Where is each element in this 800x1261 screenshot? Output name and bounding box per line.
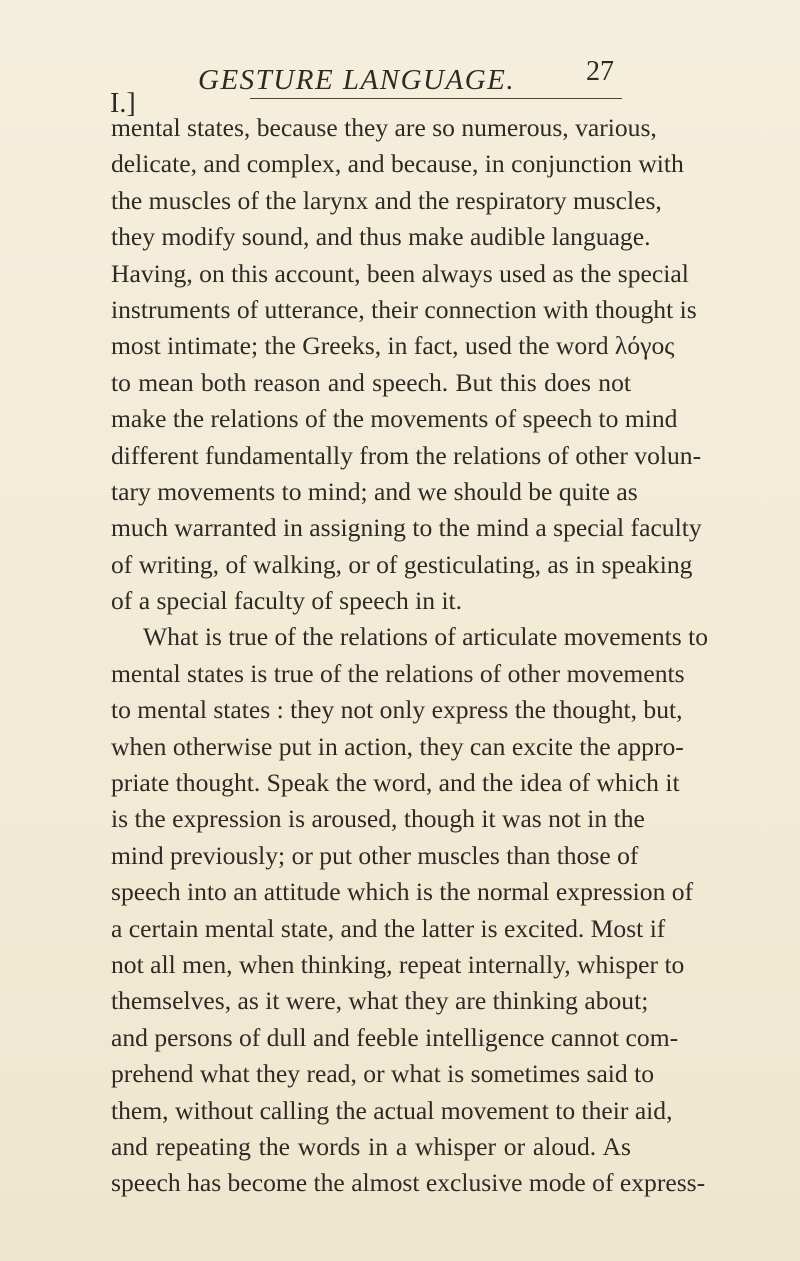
text-line: speech has become the almost exclusive mode of express-	[111, 1168, 706, 1198]
text-line: tary movements to mind; and we should be quite as	[111, 476, 638, 506]
text-line: much warranted in assigning to the mind a special faculty	[111, 513, 702, 543]
text-line: instruments of utterance, their connection with thought is	[111, 294, 697, 324]
text-line: of a special faculty of speech in it.	[111, 586, 463, 616]
text-line: to mean both reason and speech. But this does not	[111, 367, 631, 397]
text-line: most intimate; the Greeks, in fact, used the word λόγος	[111, 331, 675, 361]
text-line: Having, on this account, been always used as the special	[111, 258, 689, 288]
text-line: and persons of dull and feeble intelligence cannot com-	[111, 1022, 679, 1052]
text-line: to mental states : they not only express the thought, but,	[111, 695, 683, 725]
header-rule	[250, 98, 622, 99]
text-line: priate thought. Speak the word, and the idea of which it	[111, 768, 680, 798]
text-line: mental states is true of the relations of other movements	[111, 658, 685, 688]
text-line: when otherwise put in action, they can excite the appro-	[111, 731, 684, 761]
text-line: speech into an attitude which is the normal expression of	[111, 877, 694, 907]
text-line: make the relations of the movements of speech to mind	[111, 404, 678, 434]
chapter-mark: I.]	[110, 88, 136, 119]
text-line: mental states, because they are so numerous, various,	[111, 113, 657, 142]
body-text	[111, 110, 709, 1202]
text-line: not all men, when thinking, repeat internally, whisper to	[111, 949, 685, 979]
text-line: mind previously; or put other muscles than those of	[111, 840, 639, 870]
running-title: GESTURE LANGUAGE.	[198, 64, 516, 96]
text-line: they modify sound, and thus make audible language.	[111, 222, 651, 252]
page-number: 27	[586, 56, 614, 87]
text-line: themselves, as it were, what they are thinking about;	[111, 986, 649, 1016]
text-line: them, without calling the actual movement to their aid,	[111, 1095, 673, 1125]
text-line: different fundamentally from the relations of other volun-	[111, 440, 702, 470]
text-line: delicate, and complex, and because, in conjunction with	[111, 149, 684, 179]
text-line: the muscles of the larynx and the respiratory muscles,	[111, 185, 662, 215]
text-line: is the expression is aroused, though it was not in the	[111, 804, 645, 834]
text-line: and repeating the words in a whisper or aloud. As	[111, 1131, 631, 1161]
text-line: What is true of the relations of articulate movements to	[143, 622, 709, 652]
page-header	[0, 56, 800, 119]
text-line: a certain mental state, and the latter is excited. Most if	[111, 913, 666, 943]
text-line: of writing, of walking, or of gesticulating, as in speaking	[111, 549, 693, 579]
text-line: prehend what they read, or what is sometimes said to	[111, 1059, 655, 1089]
